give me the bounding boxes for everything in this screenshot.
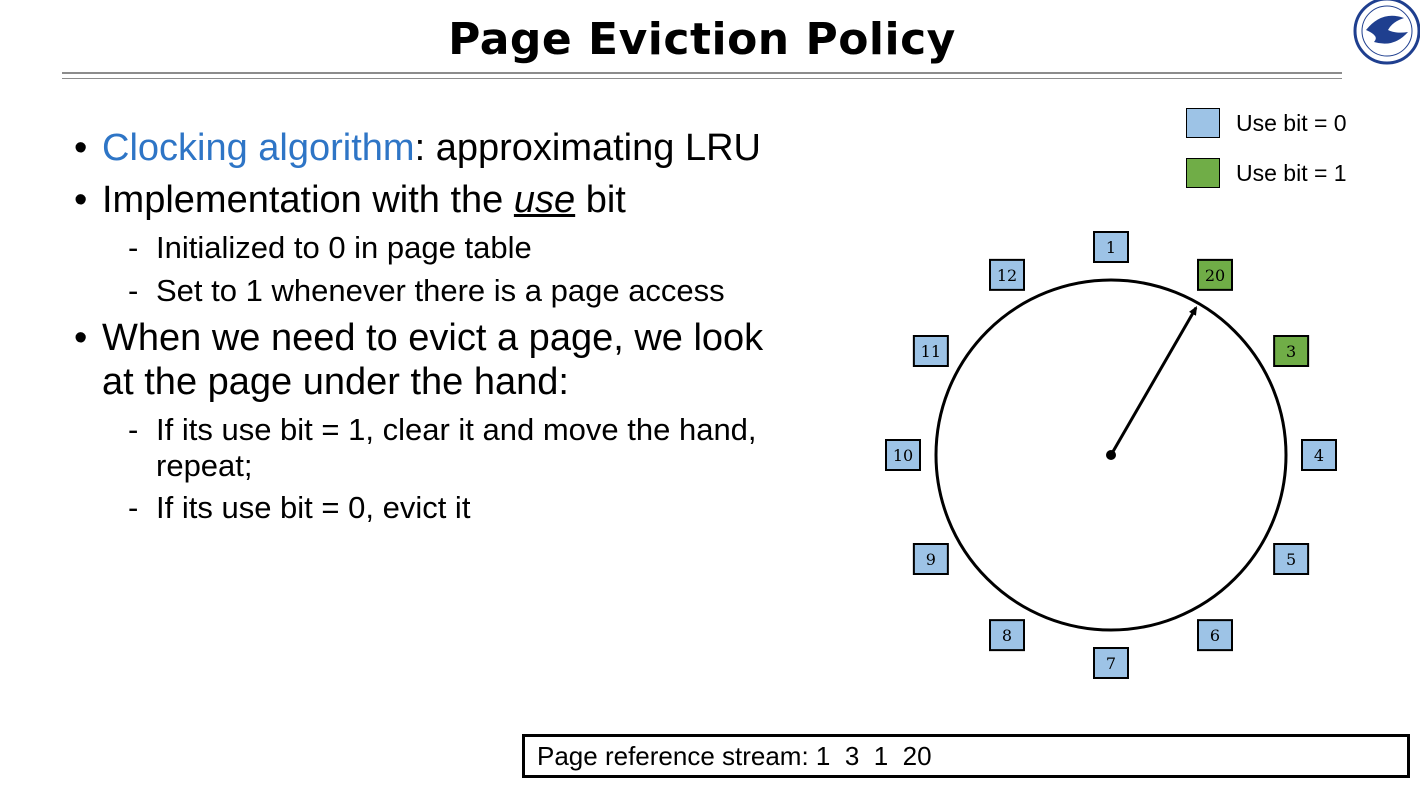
sub-bullet-dash: - <box>128 230 139 265</box>
clock-hand <box>1111 308 1196 455</box>
clock-slot-page-10 <box>886 440 920 470</box>
page-number: 3 <box>1286 342 1297 361</box>
clocking-description: : approximating LRU <box>414 127 761 169</box>
page-number: 10 <box>892 446 914 465</box>
page-number: 5 <box>1286 550 1297 569</box>
bullet-dot: • <box>74 317 88 359</box>
page-number: 7 <box>1105 654 1117 673</box>
page-number: 8 <box>1001 626 1013 646</box>
use-term: use <box>513 179 576 221</box>
clock-hand-pivot <box>1106 450 1116 460</box>
page-number: 20 <box>1204 265 1226 285</box>
legend-label: Use bit = 1 <box>1236 160 1347 186</box>
evict-line-1: When we need to evict a page, we look <box>102 317 764 359</box>
page-reference-stream: Page reference stream: 1 3 1 20 <box>522 734 1410 778</box>
bullet-dot: • <box>74 179 88 221</box>
page-number: 9 <box>925 550 936 569</box>
page-number: 11 <box>920 342 942 361</box>
sub-bullet-text-cont: repeat; <box>156 448 253 483</box>
clock-slot-page-5 <box>1274 544 1308 574</box>
sub-bullet-text: If its use bit = 0, evict it <box>156 490 471 525</box>
clock-slot-page-6 <box>1198 620 1232 650</box>
slide-title: Page Eviction Policy <box>448 14 956 65</box>
clock-slot-page-11 <box>914 336 948 366</box>
sub-bullet-dash: - <box>128 412 139 447</box>
clock-slot-page-3 <box>1274 336 1308 366</box>
implementation-text-post: bit <box>575 179 626 221</box>
sub-bullet-text: If its use bit = 1, clear it and move the hand, <box>156 412 757 447</box>
page-number: 4 <box>1313 446 1325 465</box>
clock-slot-page-20 <box>1198 260 1232 290</box>
evict-line-2: at the page under the hand: <box>102 361 569 403</box>
page-number: 6 <box>1209 626 1221 646</box>
bullet-dot: • <box>74 127 88 169</box>
legend-label: Use bit = 0 <box>1236 110 1347 136</box>
clock-slot-page-7 <box>1094 648 1128 678</box>
clock-slot-page-12 <box>990 260 1024 290</box>
clock-slot-page-1 <box>1094 232 1128 262</box>
clock-slot-page-9 <box>914 544 948 574</box>
sub-bullet-dash: - <box>128 273 139 308</box>
sub-bullet-text: Initialized to 0 in page table <box>156 230 532 265</box>
page-number: 12 <box>996 265 1018 285</box>
implementation-text-pre: Implementation with the <box>102 179 514 221</box>
sub-bullet-text: Set to 1 whenever there is a page access <box>156 273 725 308</box>
clock-slot-page-8 <box>990 620 1024 650</box>
clocking-algorithm-term: Clocking algorithm <box>102 127 415 169</box>
page-number: 1 <box>1105 238 1117 257</box>
clock-slot-page-4 <box>1302 440 1336 470</box>
sub-bullet-dash: - <box>128 490 139 525</box>
